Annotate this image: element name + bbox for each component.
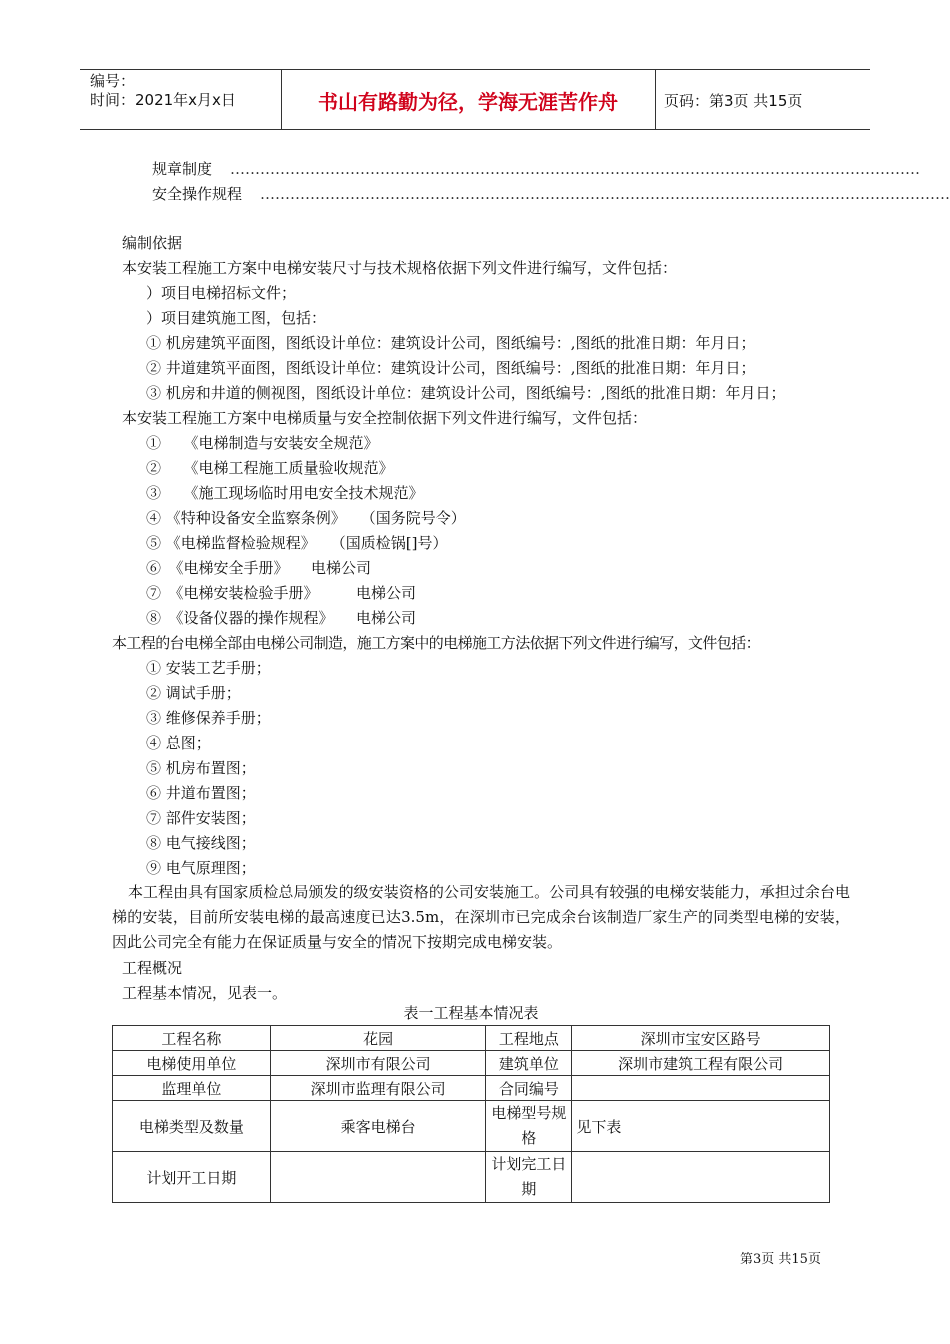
table-row — [113, 1076, 830, 1101]
quality-item: ⑥ 《电梯安全手册》 电梯公司 — [146, 559, 372, 577]
table-cell: 工程名称 — [113, 1026, 271, 1051]
table-row — [113, 1152, 830, 1203]
table-cell: 花园 — [270, 1026, 486, 1051]
method-item: ⑧ 电气接线图； — [146, 834, 256, 852]
table-cell: 深圳市宝安区路号 — [572, 1026, 830, 1051]
header-top-rule — [80, 69, 870, 70]
basis-item: ② 井道建筑平面图，图纸设计单位：建筑设计公司，图纸编号：,图纸的批准日期：年月日； — [146, 359, 756, 377]
table-cell: 深圳市监理有限公司 — [270, 1076, 486, 1101]
overview-intro: 工程基本情况，见表一。 — [122, 984, 288, 1002]
quality-item: ⑧ 《设备仪器的操作规程》 电梯公司 — [146, 609, 417, 627]
method-item: ⑤ 机房布置图； — [146, 759, 256, 777]
quality-item: ③ 《施工现场临时用电安全技术规范》 — [146, 484, 424, 502]
quality-item: ⑤ 《电梯监督检验规程》 （国质检锅[]号） — [146, 534, 448, 552]
table-cell: 深圳市建筑工程有限公司 — [572, 1051, 830, 1076]
table-caption: 表一工程基本情况表 — [403, 1004, 539, 1022]
table-cell — [572, 1152, 830, 1203]
toc-item-safety — [152, 183, 950, 204]
table-cell: 电梯使用单位 — [113, 1051, 271, 1076]
method-item: ⑨ 电气原理图； — [146, 859, 256, 877]
method-item: ③ 维修保养手册； — [146, 709, 271, 727]
toc-item-label: 安全操作规程 — [152, 185, 243, 203]
header-divider-1 — [281, 69, 282, 129]
toc-item-label: 规章制度 — [152, 160, 213, 178]
table-cell: 乘客电梯台 — [270, 1101, 486, 1152]
header-time-label: 时间：2021年x月x日 — [90, 91, 236, 109]
method-item: ④ 总图； — [146, 734, 211, 752]
table-cell — [270, 1152, 486, 1203]
header-motto: 书山有路勤为径，学海无涯苦作舟 — [318, 90, 618, 114]
table-cell: 监理单位 — [113, 1076, 271, 1101]
basis-item: ）项目建筑施工图，包括： — [146, 309, 327, 327]
toc-leader-dots: ………………………………………………………………………………………………………………………… — [230, 160, 921, 178]
table-cell: 深圳市有限公司 — [270, 1051, 486, 1076]
quality-item: ④ 《特种设备安全监察条例》 （国务院号令） — [146, 509, 466, 527]
table-row — [113, 1051, 830, 1076]
header-divider-2 — [655, 69, 656, 129]
footer-page-number: 第3页 共15页 — [740, 1252, 821, 1267]
method-item: ① 安装工艺手册； — [146, 659, 271, 677]
quality-item: ② 《电梯工程施工质量验收规范》 — [146, 459, 394, 477]
basis-item: ）项目电梯招标文件； — [146, 284, 297, 302]
basis-item: ③ 机房和井道的侧视图，图纸设计单位：建筑设计公司，图纸编号：,图纸的批准日期：年月日； — [146, 384, 786, 402]
quality-item: ⑦ 《电梯安装检验手册》 电梯公司 — [146, 584, 417, 602]
toc-item-rules — [152, 158, 921, 179]
table-cell: 电梯类型及数量 — [113, 1101, 271, 1152]
table-cell: 计划完工日期 — [486, 1152, 572, 1203]
table-cell: 合同编号 — [486, 1076, 572, 1101]
section-title-overview: 工程概况 — [122, 959, 183, 977]
method-intro: 本工程的台电梯全部由电梯公司制造，施工方案中的电梯施工方法依据下列文件进行编写，文件包括： — [112, 634, 761, 652]
table-cell: 见下表 — [572, 1101, 830, 1152]
header-page-code: 页码：第3页 共15页 — [664, 92, 803, 110]
table-row — [113, 1026, 830, 1051]
company-paragraph: 本工程由具有国家质检总局颁发的级安装资格的公司安装施工。公司具有较强的电梯安装能力，承担过余台电梯的安装，目前所安装电梯的最高速度已达3.5m，在深圳市已完成余台该制造厂家生产的同类型电梯的安装，因此公司完全有能力在保证质量与安全的情况下按期完成电梯安装。 — [112, 883, 850, 951]
quality-item: ① 《电梯制造与安装安全规范》 — [146, 434, 379, 452]
header-number-label: 编号： — [90, 72, 136, 90]
table-cell: 电梯型号规格 — [486, 1101, 572, 1152]
table-cell: 工程地点 — [486, 1026, 572, 1051]
method-item: ⑦ 部件安装图； — [146, 809, 256, 827]
table-cell — [572, 1076, 830, 1101]
header-bottom-rule — [80, 129, 870, 130]
toc-leader-dots: ………………………………………………………………………………………………………………………… — [260, 185, 950, 203]
basis-intro: 本安装工程施工方案中电梯安装尺寸与技术规格依据下列文件进行编写，文件包括： — [122, 259, 678, 277]
section-title-basis: 编制依据 — [122, 234, 183, 252]
table-cell: 计划开工日期 — [113, 1152, 271, 1203]
table-row — [113, 1101, 830, 1152]
method-item: ② 调试手册； — [146, 684, 241, 702]
project-info-table — [112, 1025, 830, 1203]
quality-intro: 本安装工程施工方案中电梯质量与安全控制依据下列文件进行编写，文件包括： — [122, 409, 648, 427]
method-item: ⑥ 井道布置图； — [146, 784, 256, 802]
table-cell: 建筑单位 — [486, 1051, 572, 1076]
basis-item: ① 机房建筑平面图，图纸设计单位：建筑设计公司，图纸编号：,图纸的批准日期：年月日； — [146, 334, 756, 352]
